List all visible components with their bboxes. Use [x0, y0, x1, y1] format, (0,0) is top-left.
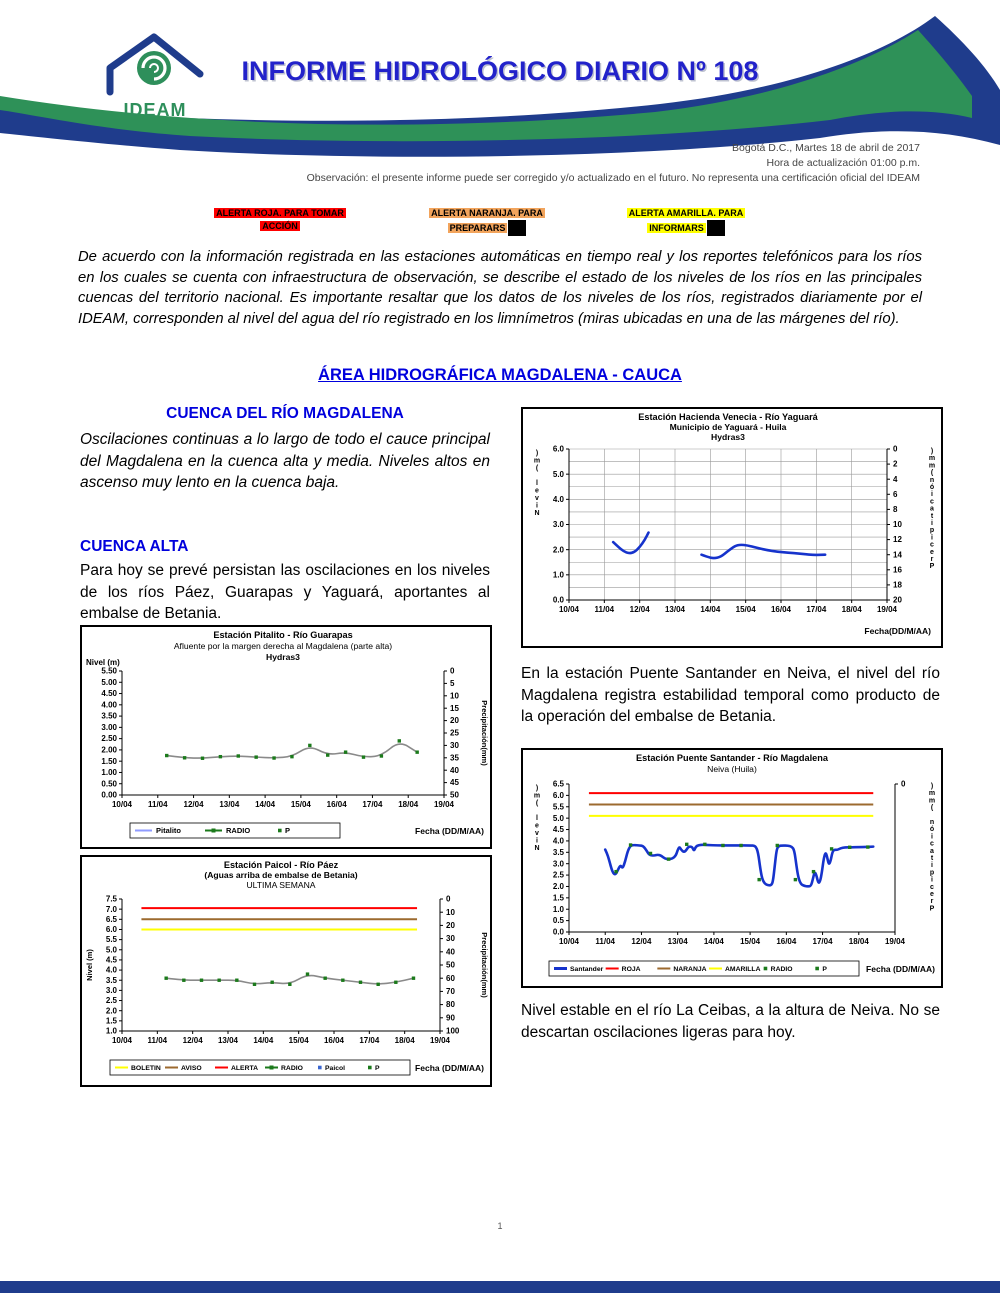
- alert-red-line1: ALERTA ROJA. PARA TOMAR: [216, 208, 344, 218]
- svg-text:N: N: [534, 845, 540, 852]
- svg-text:5.5: 5.5: [105, 935, 117, 945]
- svg-text:18/04: 18/04: [841, 605, 862, 614]
- footer-bar: [0, 1281, 1000, 1293]
- svg-text:10/04: 10/04: [558, 605, 580, 614]
- svg-text:ROJA: ROJA: [621, 965, 641, 973]
- svg-text:40: 40: [446, 947, 455, 957]
- svg-text:12/04: 12/04: [183, 800, 204, 809]
- svg-text:20: 20: [446, 921, 455, 930]
- svg-text:NARANJA: NARANJA: [673, 965, 707, 973]
- svg-text:i: i: [931, 491, 933, 499]
- svg-text:50: 50: [450, 790, 459, 800]
- svg-text:10: 10: [446, 907, 455, 917]
- svg-text:3.5: 3.5: [105, 975, 117, 985]
- svg-text:e: e: [535, 822, 539, 830]
- santander-paragraph: En la estación Puente Santander en Neiva, el nivel del río Magdalena registra estabilidad temporal como producto de la operación del embalse de Betania.: [521, 665, 940, 725]
- svg-text:P: P: [375, 1064, 380, 1072]
- svg-text:Paicol: Paicol: [325, 1064, 346, 1072]
- svg-text:e: e: [535, 487, 539, 495]
- svg-text:): ): [930, 448, 934, 455]
- svg-text:5.0: 5.0: [552, 469, 564, 479]
- svg-text:Afluente por la margen derecha: Afluente por la margen derecha al Magdalena (parte alta): [173, 641, 393, 651]
- svg-text:e: e: [930, 548, 934, 556]
- svg-text:6.0: 6.0: [552, 790, 564, 800]
- svg-text:Precipitación(mm): Precipitación(mm): [480, 932, 489, 998]
- svg-text:20: 20: [450, 716, 459, 726]
- ceibas-paragraph: Nivel estable en el río La Ceibas, a la altura de Neiva. No se descartan oscilaciones ligeras para hoy.: [521, 1002, 940, 1041]
- svg-text:Hydras3: Hydras3: [711, 432, 745, 442]
- svg-text:10/04: 10/04: [111, 800, 133, 809]
- svg-text:P: P: [929, 563, 935, 571]
- svg-text:30: 30: [450, 741, 459, 750]
- svg-text:70: 70: [446, 987, 455, 996]
- svg-text:13/04: 13/04: [219, 800, 240, 809]
- svg-text:ALERTA: ALERTA: [231, 1064, 259, 1072]
- svg-text:): ): [930, 783, 934, 790]
- svg-text:Pitalito: Pitalito: [156, 825, 182, 835]
- svg-text:12: 12: [893, 535, 902, 545]
- svg-text:AVISO: AVISO: [181, 1064, 202, 1072]
- svg-text:P: P: [285, 825, 291, 835]
- svg-text:RADIO: RADIO: [770, 965, 793, 973]
- svg-text:2.50: 2.50: [101, 734, 117, 744]
- svg-text:7.5: 7.5: [105, 894, 117, 904]
- svg-text:2.0: 2.0: [105, 1006, 117, 1016]
- meta-observation: Observación: el presente informe puede ser corregido y/o actualizado en el futuro. No representa una certificación oficial del IDEAM: [306, 172, 920, 184]
- alert-orange-line2: PREPARARS: [449, 223, 506, 233]
- svg-text:m: m: [533, 457, 541, 465]
- svg-text:6.5: 6.5: [105, 914, 117, 924]
- svg-text:t: t: [930, 512, 934, 520]
- svg-text:Estación Paicol - Río Páez: Estación Paicol - Río Páez: [223, 860, 339, 870]
- svg-text:0.50: 0.50: [101, 779, 117, 789]
- svg-text:3.5: 3.5: [552, 847, 564, 857]
- svg-text:3.00: 3.00: [101, 722, 117, 732]
- svg-text:r: r: [930, 556, 934, 563]
- meta-date: Bogotá D.C., Martes 18 de abril de 2017: [732, 142, 920, 154]
- svg-text:5.5: 5.5: [552, 802, 564, 812]
- alert-yellow-line2: INFORMARS: [649, 223, 704, 233]
- svg-text:4.00: 4.00: [101, 700, 117, 710]
- svg-text:14: 14: [893, 550, 902, 560]
- svg-text:p: p: [929, 527, 935, 535]
- svg-text:14/04: 14/04: [700, 605, 721, 614]
- svg-text:17/04: 17/04: [806, 605, 827, 614]
- svg-text:4.5: 4.5: [552, 825, 564, 835]
- svg-text:): ): [535, 450, 539, 457]
- svg-text:(: (: [535, 465, 539, 472]
- chart-paicol-rio-paez: [80, 855, 492, 1087]
- svg-text:19/04: 19/04: [429, 1036, 451, 1045]
- svg-text:2.5: 2.5: [105, 996, 117, 1006]
- svg-text:4.0: 4.0: [552, 494, 564, 504]
- report-meta: [80, 141, 920, 186]
- svg-text:20: 20: [893, 595, 902, 605]
- svg-text:n: n: [929, 476, 935, 484]
- svg-text:1.0: 1.0: [552, 904, 564, 914]
- svg-text:ó: ó: [929, 826, 935, 834]
- svg-text:(: (: [930, 804, 934, 812]
- svg-text:c: c: [930, 541, 934, 549]
- svg-text:5.00: 5.00: [101, 677, 117, 687]
- alert-red-line2: ACCIÓN: [262, 221, 298, 231]
- svg-text:17/04: 17/04: [812, 937, 833, 946]
- svg-text:19/04: 19/04: [876, 605, 898, 614]
- svg-text:AMARILLA: AMARILLA: [725, 965, 761, 973]
- svg-text:7.0: 7.0: [105, 904, 117, 914]
- svg-text:13/04: 13/04: [667, 937, 688, 946]
- svg-text:16: 16: [893, 565, 902, 575]
- svg-text:1.00: 1.00: [101, 768, 117, 778]
- svg-text:2: 2: [893, 459, 898, 469]
- svg-text:t: t: [930, 855, 934, 862]
- redaction-box: [508, 220, 526, 236]
- svg-text:3.0: 3.0: [552, 859, 564, 869]
- svg-text:i: i: [536, 837, 538, 845]
- subsection-title: CUENCA DEL RÍO MAGDALENA: [166, 405, 404, 422]
- redaction-box: [707, 220, 725, 236]
- svg-text:18: 18: [893, 580, 902, 590]
- svg-text:4.50: 4.50: [101, 689, 117, 699]
- svg-text:11/04: 11/04: [595, 937, 616, 946]
- alert-badge-red: [200, 207, 360, 233]
- svg-text:m: m: [533, 792, 541, 800]
- svg-text:0.0: 0.0: [552, 595, 564, 605]
- svg-text:15/04: 15/04: [290, 800, 311, 809]
- svg-text:14/04: 14/04: [255, 800, 276, 809]
- svg-text:8: 8: [893, 505, 898, 514]
- svg-text:i: i: [931, 876, 933, 884]
- svg-text:3.0: 3.0: [552, 520, 564, 530]
- svg-text:): ): [535, 785, 539, 792]
- svg-text:c: c: [930, 840, 934, 848]
- svg-text:0: 0: [893, 444, 898, 454]
- svg-text:Fecha(DD/M/AA): Fecha(DD/M/AA): [864, 626, 931, 636]
- svg-text:17/04: 17/04: [362, 800, 383, 809]
- svg-text:4.0: 4.0: [552, 836, 564, 846]
- svg-text:16/04: 16/04: [776, 937, 797, 946]
- svg-text:Fecha (DD/M/AA): Fecha (DD/M/AA): [866, 964, 935, 974]
- svg-text:10/04: 10/04: [558, 937, 580, 946]
- svg-text:l: l: [536, 480, 538, 487]
- svg-text:m: m: [928, 790, 936, 798]
- svg-text:1.0: 1.0: [552, 570, 564, 580]
- svg-text:16/04: 16/04: [326, 800, 347, 809]
- svg-text:12/04: 12/04: [631, 937, 652, 946]
- svg-text:30: 30: [446, 934, 455, 944]
- section-title: ÁREA HIDROGRÁFICA MAGDALENA - CAUCA: [318, 366, 682, 384]
- svg-text:Fecha (DD/M/AA): Fecha (DD/M/AA): [415, 826, 484, 836]
- svg-text:14/04: 14/04: [703, 937, 724, 946]
- svg-text:10/04: 10/04: [111, 1036, 133, 1045]
- svg-text:5.0: 5.0: [552, 813, 564, 823]
- svg-text:15: 15: [450, 703, 459, 713]
- svg-text:19/04: 19/04: [884, 937, 906, 946]
- svg-text:4: 4: [893, 474, 898, 484]
- svg-text:50: 50: [446, 960, 455, 970]
- svg-text:10: 10: [450, 691, 459, 701]
- svg-text:c: c: [930, 883, 934, 891]
- svg-text:18/04: 18/04: [394, 1036, 415, 1045]
- svg-text:15/04: 15/04: [288, 1036, 309, 1045]
- alert-badge-orange: [407, 207, 567, 236]
- svg-text:r: r: [930, 898, 934, 906]
- svg-text:6.0: 6.0: [105, 925, 117, 935]
- svg-text:15/04: 15/04: [735, 605, 756, 614]
- svg-text:13/04: 13/04: [664, 605, 686, 614]
- svg-text:v: v: [535, 495, 539, 502]
- svg-text:1.5: 1.5: [552, 893, 564, 903]
- svg-text:5.50: 5.50: [101, 666, 117, 676]
- svg-text:6.0: 6.0: [552, 444, 564, 454]
- svg-text:Hydras3: Hydras3: [266, 652, 300, 662]
- svg-text:N: N: [534, 510, 540, 517]
- ideam-logo: [98, 30, 220, 125]
- svg-text:0.5: 0.5: [552, 916, 564, 926]
- svg-text:Nivel (m): Nivel (m): [85, 949, 94, 981]
- svg-text:i: i: [931, 833, 933, 841]
- chart-pitalito-rio-guarapas: [80, 625, 492, 849]
- page-number: 1: [497, 1221, 503, 1231]
- svg-text:17/04: 17/04: [359, 1036, 380, 1045]
- svg-text:Estación Puente Santander - Rí: Estación Puente Santander - Río Magdalena: [636, 753, 828, 763]
- svg-text:60: 60: [446, 973, 455, 983]
- svg-text:3.0: 3.0: [105, 985, 117, 995]
- svg-text:n: n: [929, 819, 935, 826]
- svg-text:6: 6: [893, 489, 898, 499]
- svg-text:i: i: [931, 862, 933, 870]
- svg-text:80: 80: [446, 1000, 455, 1010]
- svg-text:2.5: 2.5: [552, 870, 564, 880]
- svg-text:Santander: Santander: [570, 965, 604, 973]
- svg-text:12/04: 12/04: [629, 605, 650, 614]
- svg-text:11/04: 11/04: [594, 605, 615, 614]
- svg-text:90: 90: [446, 1013, 455, 1023]
- svg-text:P: P: [822, 965, 827, 973]
- chart-puente-santander-rio-magdalena: [521, 748, 943, 988]
- svg-text:25: 25: [450, 728, 459, 738]
- svg-text:18/04: 18/04: [398, 800, 419, 809]
- svg-text:40: 40: [450, 765, 459, 775]
- svg-text:P: P: [929, 905, 935, 913]
- svg-text:5.0: 5.0: [105, 945, 117, 955]
- svg-text:16/04: 16/04: [323, 1036, 345, 1045]
- svg-text:14/04: 14/04: [253, 1036, 274, 1045]
- svg-text:ULTIMA SEMANA: ULTIMA SEMANA: [246, 880, 316, 890]
- svg-text:10: 10: [893, 520, 902, 530]
- svg-text:Nivel (m): Nivel (m): [86, 658, 120, 667]
- svg-text:p: p: [929, 869, 935, 877]
- svg-text:RADIO: RADIO: [281, 1064, 303, 1072]
- svg-text:2.0: 2.0: [552, 545, 564, 555]
- svg-text:(Aguas arriba de embalse de Be: (Aguas arriba de embalse de Betania): [204, 870, 358, 880]
- svg-text:5: 5: [450, 679, 455, 688]
- svg-text:Fecha (DD/M/AA): Fecha (DD/M/AA): [415, 1063, 484, 1073]
- svg-text:15/04: 15/04: [740, 937, 761, 946]
- report-title: INFORME HIDROLÓGICO DIARIO Nº 108: [241, 56, 759, 86]
- svg-text:18/04: 18/04: [848, 937, 869, 946]
- svg-text:100: 100: [446, 1026, 460, 1036]
- alert-orange-line1: ALERTA NARANJA. PARA: [431, 208, 543, 218]
- svg-text:13/04: 13/04: [217, 1036, 239, 1045]
- svg-text:0.00: 0.00: [101, 790, 117, 800]
- svg-text:45: 45: [450, 778, 459, 788]
- svg-text:11/04: 11/04: [147, 800, 168, 809]
- svg-text:0.0: 0.0: [552, 927, 564, 937]
- svg-text:a: a: [930, 847, 934, 855]
- svg-text:2.00: 2.00: [101, 745, 117, 755]
- cuenca-alta-title: CUENCA ALTA: [80, 538, 189, 555]
- svg-text:1.5: 1.5: [105, 1016, 117, 1026]
- alert-badge-yellow: [606, 207, 766, 236]
- svg-text:1.50: 1.50: [101, 756, 117, 766]
- svg-text:Precipitación(mm): Precipitación(mm): [480, 700, 489, 766]
- svg-text:m: m: [928, 797, 936, 805]
- logo-text: IDEAM: [123, 100, 187, 120]
- svg-text:Municipio de Yaguará - Huila: Municipio de Yaguará - Huila: [669, 422, 787, 432]
- svg-text:0: 0: [446, 894, 451, 904]
- svg-text:i: i: [536, 502, 538, 510]
- svg-text:m: m: [928, 462, 936, 470]
- svg-text:1.0: 1.0: [105, 1026, 117, 1036]
- svg-text:i: i: [931, 534, 933, 542]
- svg-text:l: l: [536, 815, 538, 822]
- svg-text:19/04: 19/04: [433, 800, 455, 809]
- svg-text:v: v: [535, 830, 539, 837]
- svg-text:(: (: [930, 469, 934, 477]
- svg-text:BOLETIN: BOLETIN: [131, 1064, 161, 1072]
- svg-text:6.5: 6.5: [552, 779, 564, 789]
- svg-text:11/04: 11/04: [147, 1036, 168, 1045]
- subsection-text: Oscilaciones continuas a lo largo de todo el cauce principal del Magdalena en la cuenca alta y media. Niveles altos en ascenso muy lento en la cuenca baja.: [80, 431, 490, 491]
- intro-paragraph: De acuerdo con la información registrada en las estaciones automáticas en tiempo real y los reportes telefónicos para los ríos en los cuales se cuenta con infraestructura de observación, se describe el estado de los niveles de los ríos en las principales cuencas del territorio nacional. Es importante resaltar que los datos de los niveles de los ríos, registrados diariamente por el IDEAM, corresponden al nivel del agua del río registrado en los limnímetros (miras ubicadas en una de las márgenes del río).: [78, 249, 922, 327]
- svg-text:m: m: [928, 455, 936, 463]
- svg-text:RADIO: RADIO: [226, 825, 251, 835]
- cuenca-alta-text: Para hoy se prevé persistan las oscilaciones en los niveles de los ríos Páez, Guarapas y Yaguará, aportantes al embalse de Betania.: [80, 562, 490, 622]
- svg-text:2.0: 2.0: [552, 882, 564, 892]
- svg-text:a: a: [930, 505, 934, 513]
- svg-text:Estación Hacienda Venecia - Rí: Estación Hacienda Venecia - Río Yaguará: [638, 412, 818, 422]
- chart-hacienda-venecia-rio-yaguara: [521, 407, 943, 648]
- svg-text:(: (: [535, 800, 539, 807]
- svg-text:0: 0: [901, 779, 906, 789]
- svg-text:0: 0: [450, 666, 455, 676]
- svg-text:ó: ó: [929, 484, 935, 491]
- svg-text:e: e: [930, 891, 934, 898]
- svg-text:35: 35: [450, 753, 459, 763]
- svg-text:Neiva (Huila): Neiva (Huila): [707, 764, 757, 774]
- meta-update-time: Hora de actualización 01:00 p.m.: [766, 157, 920, 169]
- svg-text:12/04: 12/04: [182, 1036, 203, 1045]
- svg-text:4.0: 4.0: [105, 965, 117, 975]
- svg-text:4.5: 4.5: [105, 955, 117, 965]
- svg-text:3.50: 3.50: [101, 711, 117, 721]
- svg-text:i: i: [931, 520, 933, 527]
- alert-yellow-line1: ALERTA AMARILLA. PARA: [628, 208, 744, 218]
- svg-text:Estación Pitalito - Río Guara: Estación Pitalito - Río Guarapas: [213, 630, 353, 640]
- svg-text:c: c: [930, 498, 934, 506]
- svg-text:16/04: 16/04: [770, 605, 792, 614]
